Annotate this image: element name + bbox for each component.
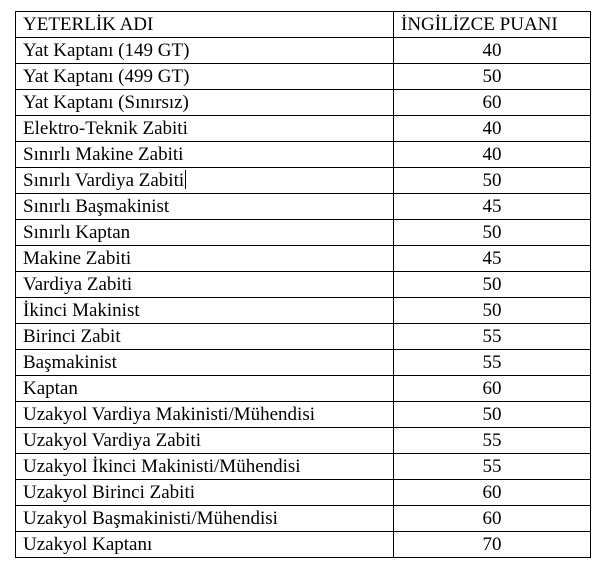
- table-row: [16, 298, 591, 324]
- qualification-name-cell: Sınırlı Makine Zabiti: [16, 142, 394, 168]
- table-row: [16, 506, 591, 532]
- qualification-english-score-table: [15, 11, 591, 558]
- english-score-cell: 60: [394, 506, 591, 532]
- english-score-cell: 55: [394, 350, 591, 376]
- qualification-name-cell: Başmakinist: [16, 350, 394, 376]
- english-score-cell: 50: [394, 402, 591, 428]
- table-row: [16, 90, 591, 116]
- qualification-name-cell: Makine Zabiti: [16, 246, 394, 272]
- qualification-name-cell: Uzakyol Başmakinisti/Mühendisi: [16, 506, 394, 532]
- english-score-cell: 50: [394, 64, 591, 90]
- english-score-cell: 50: [394, 220, 591, 246]
- english-score-cell: 45: [394, 246, 591, 272]
- qualification-name-cell: Yat Kaptanı (149 GT): [16, 38, 394, 64]
- english-score-cell: 60: [394, 480, 591, 506]
- table-row: [16, 272, 591, 298]
- qualification-name-cell: Birinci Zabit: [16, 324, 394, 350]
- qualification-name-cell: Sınırlı Başmakinist: [16, 194, 394, 220]
- table-row: [16, 376, 591, 402]
- table-row: [16, 454, 591, 480]
- text-cursor: [185, 170, 186, 189]
- english-score-cell: 50: [394, 168, 591, 194]
- table-row: [16, 350, 591, 376]
- table-row: [16, 194, 591, 220]
- table-header-row: [16, 12, 591, 38]
- qualification-name-cell: İkinci Makinist: [16, 298, 394, 324]
- qualification-name-cell: Uzakyol Kaptanı: [16, 532, 394, 558]
- table-row: [16, 480, 591, 506]
- qualification-name-text: Sınırlı Vardiya Zabiti: [23, 170, 185, 191]
- qualification-name-cell[interactable]: [16, 168, 394, 194]
- table-row: [16, 402, 591, 428]
- table-row: [16, 38, 591, 64]
- qualification-name-cell: Uzakyol Vardiya Makinisti/Mühendisi: [16, 402, 394, 428]
- english-score-cell: 60: [394, 90, 591, 116]
- english-score-cell: 60: [394, 376, 591, 402]
- english-score-cell: 40: [394, 38, 591, 64]
- qualification-name-cell: Uzakyol Birinci Zabiti: [16, 480, 394, 506]
- english-score-cell: 40: [394, 116, 591, 142]
- english-score-cell: 55: [394, 324, 591, 350]
- qualification-name-cell: Uzakyol Vardiya Zabiti: [16, 428, 394, 454]
- qualification-name-cell: Yat Kaptanı (Sınırsız): [16, 90, 394, 116]
- qualification-name-cell: Sınırlı Kaptan: [16, 220, 394, 246]
- table-row: [16, 142, 591, 168]
- english-score-cell: 50: [394, 272, 591, 298]
- english-score-cell: 70: [394, 532, 591, 558]
- table-row: [16, 220, 591, 246]
- table-body: [16, 38, 591, 558]
- qualification-name-cell: Elektro-Teknik Zabiti: [16, 116, 394, 142]
- english-score-cell: 50: [394, 298, 591, 324]
- table-row: [16, 116, 591, 142]
- table-row: [16, 428, 591, 454]
- table-row: [16, 168, 591, 194]
- qualification-name-cell: Uzakyol İkinci Makinisti/Mühendisi: [16, 454, 394, 480]
- english-score-cell: 55: [394, 454, 591, 480]
- qualification-name-cell: Kaptan: [16, 376, 394, 402]
- table-row: [16, 532, 591, 558]
- table-row: [16, 246, 591, 272]
- qualification-name-cell: Yat Kaptanı (499 GT): [16, 64, 394, 90]
- table-row: [16, 324, 591, 350]
- column-header-english-score: İNGİLİZCE PUANI: [394, 12, 591, 38]
- english-score-cell: 55: [394, 428, 591, 454]
- table-row: [16, 64, 591, 90]
- english-score-cell: 45: [394, 194, 591, 220]
- column-header-qualification-name: YETERLİK ADI: [16, 12, 394, 38]
- english-score-cell: 40: [394, 142, 591, 168]
- qualification-name-cell: Vardiya Zabiti: [16, 272, 394, 298]
